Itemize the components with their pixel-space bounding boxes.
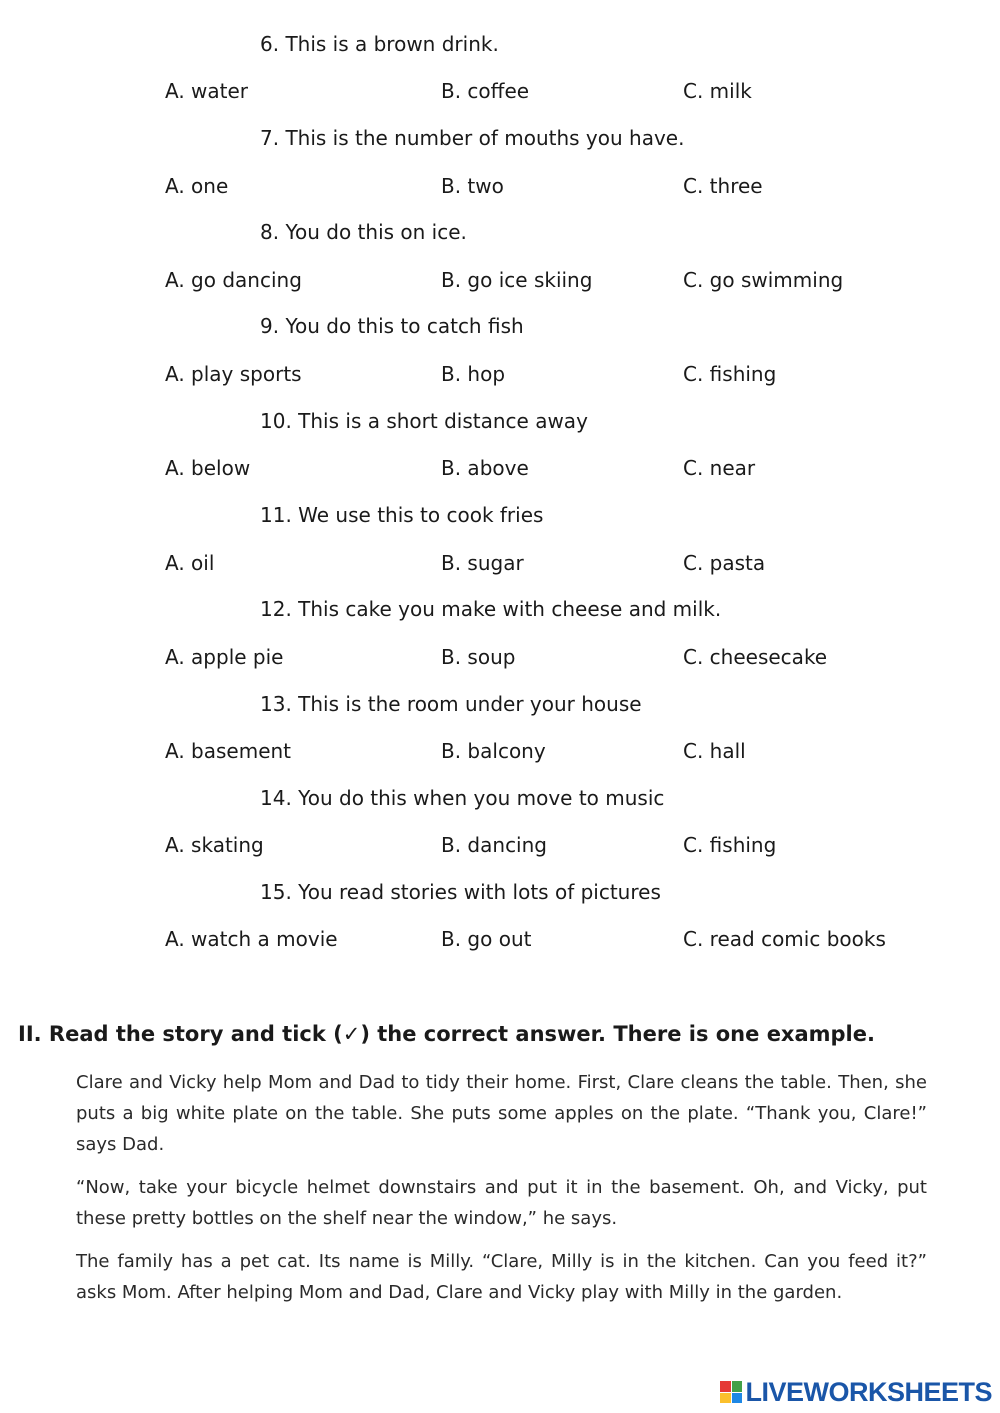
option-c[interactable]: C. near — [683, 456, 756, 480]
option-a[interactable]: A. watch a movie — [165, 927, 338, 951]
question-prompt: 13. This is the room under your house — [260, 692, 642, 716]
answer-options — [0, 739, 1000, 763]
story-paragraph-2 — [76, 1172, 927, 1234]
option-b[interactable]: B. dancing — [441, 833, 547, 857]
option-a[interactable]: A. play sports — [165, 362, 302, 386]
question-prompt: 14. You do this when you move to music — [260, 786, 665, 810]
option-c[interactable]: C. pasta — [683, 551, 766, 575]
question-prompt: 15. You read stories with lots of pictures — [260, 880, 661, 904]
question-prompt: 12. This cake you make with cheese and milk. — [260, 597, 722, 621]
answer-options — [0, 268, 1000, 292]
option-b[interactable]: B. coffee — [441, 79, 530, 103]
section-heading: II. Read the story and tick (✓) the correct answer. There is one example. — [18, 1022, 875, 1046]
question-prompt: 7. This is the number of mouths you have. — [260, 126, 685, 150]
logo-square-green — [732, 1381, 743, 1392]
logo-square-yellow — [720, 1393, 731, 1404]
option-b[interactable]: B. above — [441, 456, 529, 480]
question-prompt: 9. You do this to catch fish — [260, 314, 524, 338]
option-c[interactable]: C. hall — [683, 739, 746, 763]
option-a[interactable]: A. skating — [165, 833, 264, 857]
story-text: The family has a pet cat. Its name is Milly. “Clare, Milly is in the kitchen. Can you feed it?” asks Mom. After helping Mom and Dad, Clare and Vicky play with Milly in the garden. — [76, 1251, 927, 1303]
option-b[interactable]: B. two — [441, 174, 504, 198]
option-c[interactable]: C. cheesecake — [683, 645, 828, 669]
option-a[interactable]: A. water — [165, 79, 249, 103]
question-prompt: 10. This is a short distance away — [260, 409, 588, 433]
option-c[interactable]: C. three — [683, 174, 763, 198]
option-b[interactable]: B. sugar — [441, 551, 524, 575]
answer-options — [0, 79, 1000, 103]
logo-text: LIVEWORKSHEETS — [745, 1377, 992, 1407]
logo-square-blue — [732, 1393, 743, 1404]
story-text: “Now, take your bicycle helmet downstairs and put it in the basement. Oh, and Vicky, put these pretty bottles on the shelf near the window,” he says. — [76, 1177, 927, 1229]
question-prompt: 6. This is a brown drink. — [260, 32, 499, 56]
liveworksheets-logo — [720, 1377, 992, 1407]
answer-options — [0, 927, 1000, 951]
option-c[interactable]: C. fishing — [683, 362, 777, 386]
answer-options — [0, 456, 1000, 480]
option-b[interactable]: B. go ice skiing — [441, 268, 593, 292]
story-paragraph-1 — [76, 1067, 927, 1160]
logo-mark-icon — [720, 1381, 742, 1403]
option-a[interactable]: A. one — [165, 174, 229, 198]
question-prompt: 8. You do this on ice. — [260, 220, 467, 244]
option-b[interactable]: B. hop — [441, 362, 506, 386]
option-a[interactable]: A. go dancing — [165, 268, 302, 292]
option-c[interactable]: C. milk — [683, 79, 752, 103]
question-prompt: 11. We use this to cook fries — [260, 503, 544, 527]
logo-square-red — [720, 1381, 731, 1392]
story-text: Clare and Vicky help Mom and Dad to tidy their home. First, Clare cleans the table. Then, she puts a big white plate on the table. She puts some apples on the plate. “Thank you, Clare!” says Dad. — [76, 1072, 927, 1155]
option-c[interactable]: C. go swimming — [683, 268, 844, 292]
answer-options — [0, 833, 1000, 857]
option-b[interactable]: B. balcony — [441, 739, 546, 763]
option-a[interactable]: A. below — [165, 456, 251, 480]
story-paragraph-3 — [76, 1246, 927, 1308]
option-b[interactable]: B. go out — [441, 927, 532, 951]
option-c[interactable]: C. fishing — [683, 833, 777, 857]
option-c[interactable]: C. read comic books — [683, 927, 886, 951]
option-a[interactable]: A. basement — [165, 739, 292, 763]
answer-options — [0, 174, 1000, 198]
answer-options — [0, 645, 1000, 669]
answer-options — [0, 551, 1000, 575]
option-a[interactable]: A. oil — [165, 551, 215, 575]
option-b[interactable]: B. soup — [441, 645, 516, 669]
option-a[interactable]: A. apple pie — [165, 645, 284, 669]
answer-options — [0, 362, 1000, 386]
